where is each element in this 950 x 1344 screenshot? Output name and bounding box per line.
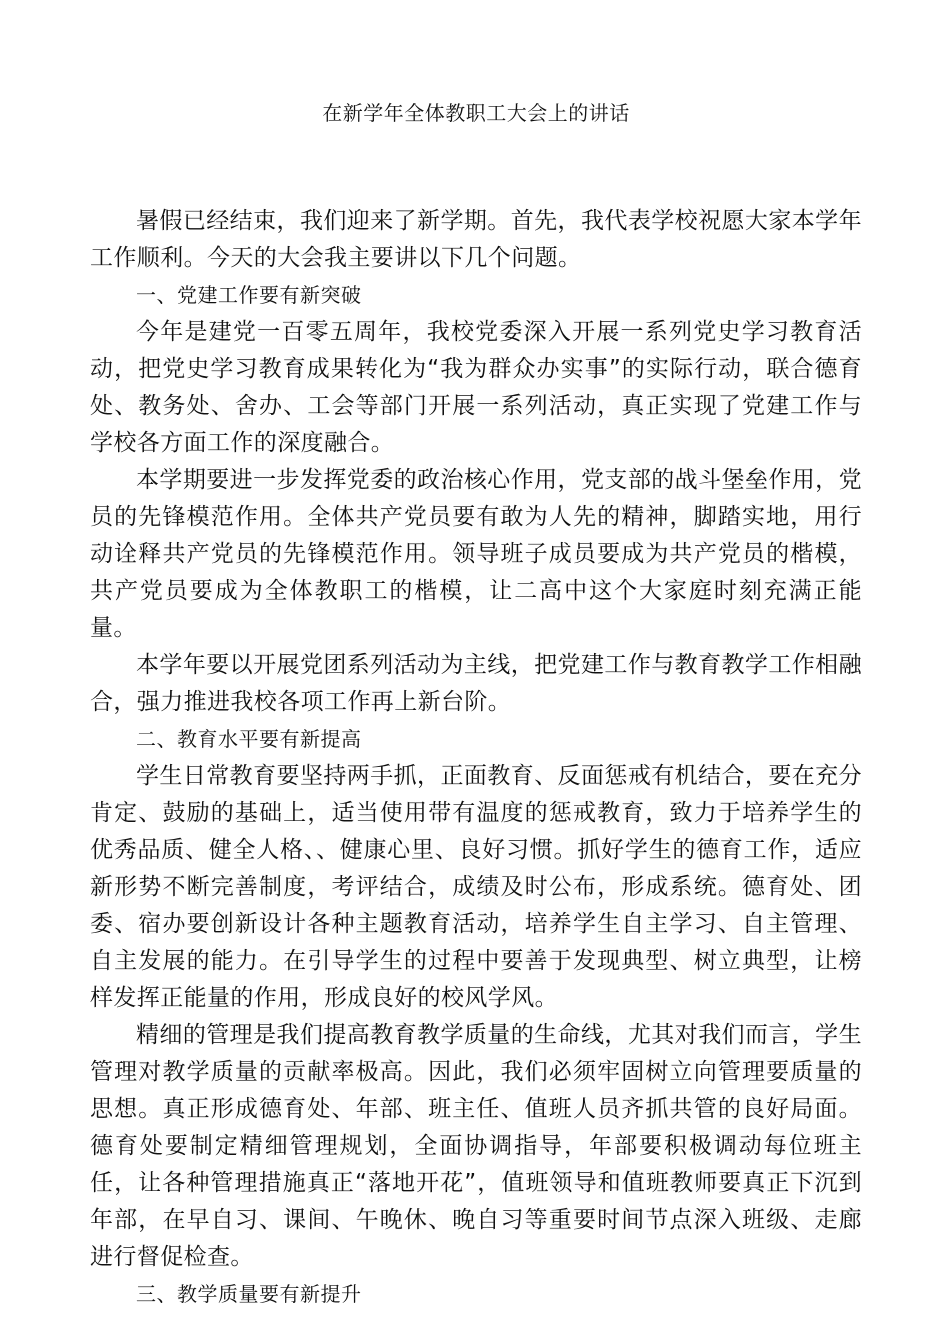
document-title: 在新学年全体教职工大会上的讲话 xyxy=(322,101,630,125)
section-heading-1: 一、党建工作要有新突破 xyxy=(136,283,362,307)
document-body xyxy=(90,203,862,1313)
body-paragraph: 本学期要进一步发挥党委的政治核心作用，党支部的战斗堡垒作用，党员的先锋模范作用。全体共产党员要有敢为人先的精神，脚踏实地，用行动诠释共产党员的先锋模范作用。领导班子成员要成为共产党员的楷模，共产党员要成为全体教职工的楷模，让二高中这个大家庭时刻充满正能量。 xyxy=(90,467,862,641)
section-heading-3: 三、教学质量要有新提升 xyxy=(136,1282,362,1306)
body-paragraph: 今年是建党一百零五周年，我校党委深入开展一系列党史学习教育活动，把党史学习教育成果转化为“我为群众办实事”的实际行动，联合德育处、教务处、舍办、工会等部门开展一系列活动，真正实现了党建工作与学校各方面工作的深度融合。 xyxy=(90,319,862,456)
intro-paragraph: 暑假已经结束，我们迎来了新学期。首先，我代表学校祝愿大家本学年工作顺利。今天的大会我主要讲以下几个问题。 xyxy=(90,208,862,271)
body-paragraph: 精细的管理是我们提高教育教学质量的生命线，尤其对我们而言，学生管理对教学质量的贡献率极高。因此，我们必须牢固树立向管理要质量的思想。真正形成德育处、年部、班主任、值班人员齐抓共管的良好局面。德育处要制定精细管理规划，全面协调指导，年部要积极调动每位班主任，让各种管理措施真正“落地开花”，值班领导和值班教师要真正下沉到年部，在早自习、课间、午晚休、晚自习等重要时间节点深入班级、走廊进行督促检查。 xyxy=(90,1022,862,1270)
section-heading-2: 二、教育水平要有新提高 xyxy=(136,727,362,751)
body-paragraph: 本学年要以开展党团系列活动为主线，把党建工作与教育教学工作相融合，强力推进我校各项工作再上新台阶。 xyxy=(90,652,862,715)
body-paragraph: 学生日常教育要坚持两手抓，正面教育、反面惩戒有机结合，要在充分肯定、鼓励的基础上，适当使用带有温度的惩戒教育，致力于培养学生的优秀品质、健全人格、、健康心里、良好习惯。抓好学生的德育工作，适应新形势不断完善制度，考评结合，成绩及时公布，形成系统。德育处、团委、宿办要创新设计各种主题教育活动，培养学生自主学习、自主管理、自主发展的能力。在引导学生的过程中要善于发现典型、树立典型，让榜样发挥正能量的作用，形成良好的校风学风。 xyxy=(90,763,862,1011)
